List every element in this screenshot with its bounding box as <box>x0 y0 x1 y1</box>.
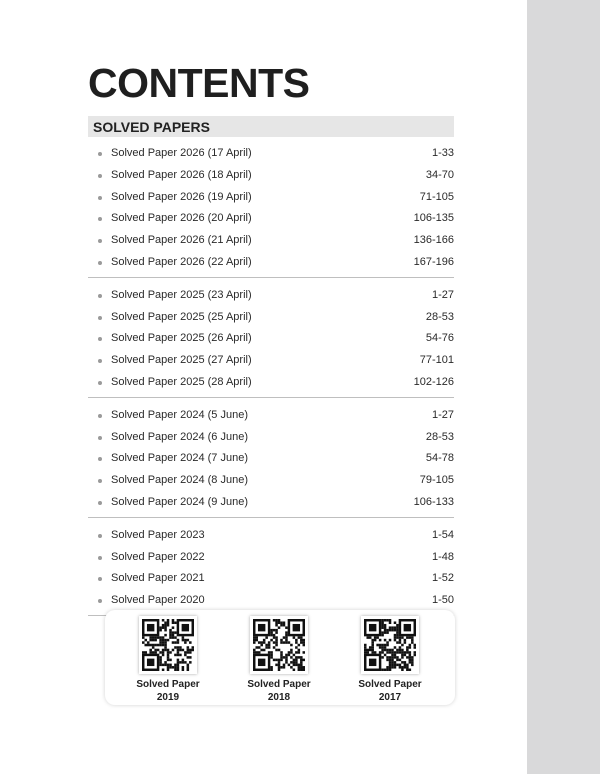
bullet-icon <box>98 501 102 505</box>
paper-title: Solved Paper 2026 (21 April) <box>111 234 252 247</box>
contents-group <box>88 525 454 616</box>
contents-row[interactable] <box>88 187 454 209</box>
page-range: 54-78 <box>425 452 454 465</box>
contents-group <box>88 405 454 518</box>
paper-title: Solved Paper 2024 (9 June) <box>111 495 248 508</box>
qr-code-item[interactable] <box>345 616 435 704</box>
page-range: 136-166 <box>413 234 454 247</box>
page-range: 1-50 <box>431 594 454 607</box>
qr-code-icon[interactable] <box>139 616 197 674</box>
paper-title: Solved Paper 2021 <box>111 572 205 585</box>
contents-row[interactable] <box>88 328 454 350</box>
page-range: 1-54 <box>431 528 454 541</box>
bullet-icon <box>98 196 102 200</box>
bullet-icon <box>98 261 102 265</box>
paper-title: Solved Paper 2023 <box>111 528 205 541</box>
page-range: 79-105 <box>419 474 454 487</box>
contents-row[interactable] <box>88 230 454 252</box>
bullet-icon <box>98 239 102 243</box>
paper-title: Solved Paper 2024 (8 June) <box>111 474 248 487</box>
bullet-icon <box>98 381 102 385</box>
bullet-icon <box>98 436 102 440</box>
page-range: 1-27 <box>431 408 454 421</box>
page-range: 34-70 <box>425 168 454 181</box>
paper-title: Solved Paper 2024 (7 June) <box>111 452 248 465</box>
qr-caption-year: 2019 <box>156 692 180 703</box>
bullet-icon <box>98 534 102 538</box>
contents-row[interactable] <box>88 568 454 590</box>
bullet-icon <box>98 479 102 483</box>
page-range: 1-52 <box>431 572 454 585</box>
qr-caption <box>234 678 324 704</box>
contents-row[interactable] <box>88 165 454 187</box>
contents-row[interactable] <box>88 405 454 427</box>
bullet-icon <box>98 359 102 363</box>
qr-caption-year: 2018 <box>267 692 291 703</box>
contents-row[interactable] <box>88 492 454 514</box>
contents-group <box>88 285 454 398</box>
side-margin-strip <box>527 0 600 774</box>
bullet-icon <box>98 217 102 221</box>
bullet-icon <box>98 414 102 418</box>
contents-row[interactable] <box>88 372 454 394</box>
qr-caption-title: Solved Paper <box>247 679 311 690</box>
paper-title: Solved Paper 2022 <box>111 550 205 563</box>
page-range: 28-53 <box>425 310 454 323</box>
qr-code-item[interactable] <box>234 616 324 704</box>
bullet-icon <box>98 337 102 341</box>
page-range: 1-33 <box>431 147 454 159</box>
contents-group <box>88 143 454 278</box>
paper-title: Solved Paper 2026 (20 April) <box>111 212 252 225</box>
qr-code-icon[interactable] <box>361 616 419 674</box>
bullet-icon <box>98 316 102 320</box>
qr-code-panel <box>105 610 455 705</box>
page-range: 106-135 <box>413 212 454 225</box>
contents-row[interactable] <box>88 448 454 470</box>
page-range: 1-48 <box>431 550 454 563</box>
paper-title: Solved Paper 2025 (26 April) <box>111 332 252 345</box>
qr-caption-title: Solved Paper <box>358 679 422 690</box>
bullet-icon <box>98 577 102 581</box>
qr-code-icon[interactable] <box>250 616 308 674</box>
bullet-icon <box>98 599 102 603</box>
bullet-icon <box>98 556 102 560</box>
page-range: 77-101 <box>419 354 454 367</box>
paper-title: Solved Paper 2024 (6 June) <box>111 430 248 443</box>
paper-title: Solved Paper 2025 (27 April) <box>111 354 252 367</box>
paper-title: Solved Paper 2026 (22 April) <box>111 255 252 268</box>
page-range: 102-126 <box>413 375 454 388</box>
page-range: 1-27 <box>431 288 454 301</box>
contents-row[interactable] <box>88 547 454 569</box>
contents-row[interactable] <box>88 307 454 329</box>
paper-title: Solved Paper 2026 (17 April) <box>111 147 252 159</box>
qr-code-item[interactable] <box>123 616 213 704</box>
bullet-icon <box>98 174 102 178</box>
contents-row[interactable] <box>88 208 454 230</box>
page-range: 28-53 <box>425 430 454 443</box>
paper-title: Solved Paper 2026 (19 April) <box>111 190 252 203</box>
contents-list <box>88 143 454 623</box>
bullet-icon <box>98 457 102 461</box>
contents-row[interactable] <box>88 590 454 612</box>
qr-caption <box>123 678 213 704</box>
contents-row[interactable] <box>88 350 454 372</box>
paper-title: Solved Paper 2026 (18 April) <box>111 168 252 181</box>
paper-title: Solved Paper 2025 (28 April) <box>111 375 252 388</box>
page-range: 71-105 <box>419 190 454 203</box>
paper-title: Solved Paper 2020 <box>111 594 205 607</box>
contents-row[interactable] <box>88 470 454 492</box>
contents-row[interactable] <box>88 143 454 165</box>
section-header: SOLVED PAPERS <box>88 116 454 137</box>
paper-title: Solved Paper 2025 (25 April) <box>111 310 252 323</box>
contents-row[interactable] <box>88 252 454 274</box>
paper-title: Solved Paper 2025 (23 April) <box>111 288 252 301</box>
contents-row[interactable] <box>88 285 454 307</box>
qr-caption-title: Solved Paper <box>136 679 200 690</box>
bullet-icon <box>98 294 102 298</box>
page-range: 54-76 <box>425 332 454 345</box>
bullet-icon <box>98 152 102 156</box>
paper-title: Solved Paper 2024 (5 June) <box>111 408 248 421</box>
contents-row[interactable] <box>88 427 454 449</box>
page-range: 167-196 <box>413 255 454 268</box>
page-title: CONTENTS <box>88 60 310 106</box>
contents-row[interactable] <box>88 525 454 547</box>
page-range: 106-133 <box>413 495 454 508</box>
qr-caption <box>345 678 435 704</box>
qr-caption-year: 2017 <box>378 692 402 703</box>
